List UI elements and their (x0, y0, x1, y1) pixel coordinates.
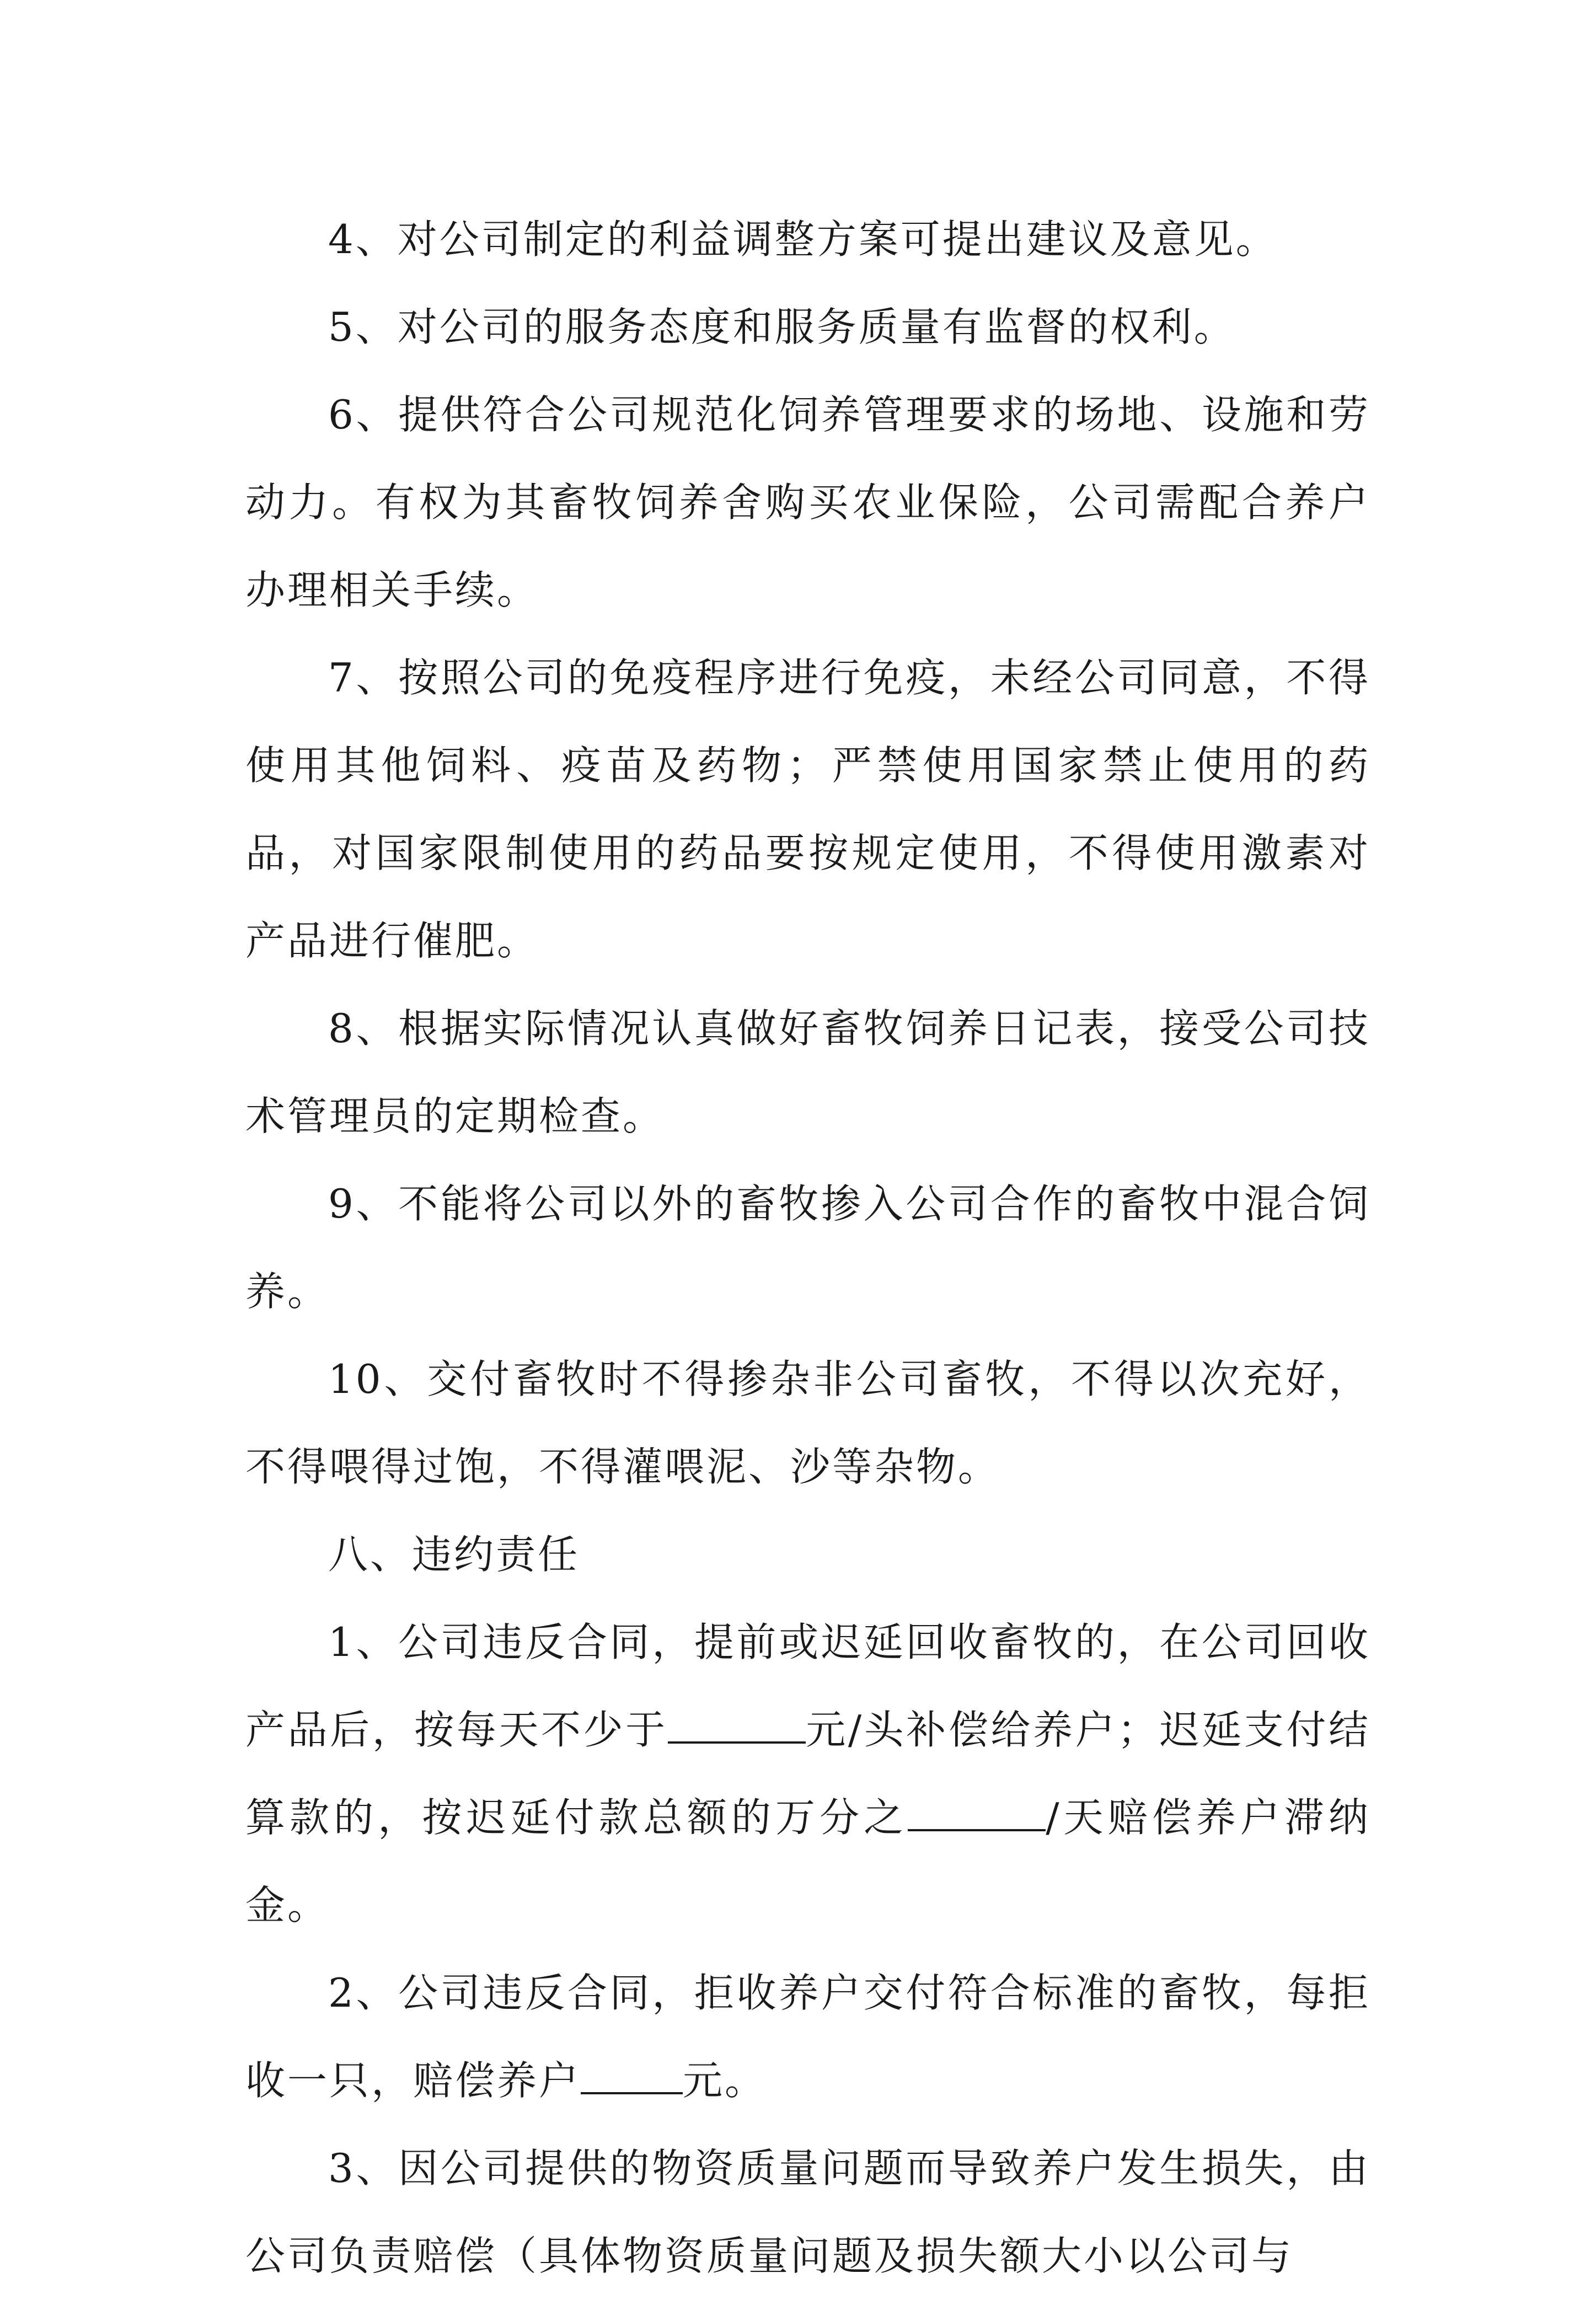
clause-6: 6、提供符合公司规范化饲养管理要求的场地、设施和劳动力。有权为其畜牧饲养舍购买农业保险，公司需配合养户办理相关手续。 (245, 392, 1370, 613)
document-body (245, 196, 1370, 2300)
clause-7: 7、按照公司的免疫程序进行免疫，未经公司同意，不得使用其他饲料、疫苗及药物；严禁使用国家禁止使用的药品，对国家限制使用的药品要按规定使用，不得使用激素对产品进行催肥。 (245, 655, 1370, 964)
breach-1-text-c: /天赔偿养户滞纳金。 (245, 1794, 1370, 1928)
clause-5: 5、对公司的服务态度和服务质量有监督的权利。 (328, 304, 1236, 350)
breach-2-text-b: 元。 (683, 2057, 767, 2104)
clause-4: 4、对公司制定的利益调整方案可提出建议及意见。 (328, 216, 1278, 262)
breach-clause-3: 3、因公司提供的物资质量问题而导致养户发生损失，由公司负责赔偿（具体物资质量问题及损失额大小以公司与 (245, 2145, 1370, 2279)
fill-blank-daily-compensation (668, 1708, 806, 1744)
clause-9: 9、不能将公司以外的畜牧掺入公司合作的畜牧中混合饲养。 (245, 1181, 1370, 1315)
breach-clause-1 (245, 1599, 1370, 1949)
fill-blank-late-fee-rate (908, 1796, 1046, 1831)
breach-1-text-a: 1、公司违反合同，提前或迟延回收畜牧的，在公司回收产品后，按每天不少于 (245, 1619, 1370, 1753)
breach-2-text-a: 2、公司违反合同，拒收养户交付符合标准的畜牧，每拒收一只，赔偿养户 (245, 1970, 1370, 2104)
clause-8: 8、根据实际情况认真做好畜牧饲养日记表，接受公司技术管理员的定期检查。 (245, 1005, 1370, 1139)
fill-blank-rejection-compensation (581, 2059, 683, 2094)
clause-10: 10、交付畜牧时不得掺杂非公司畜牧，不得以次充好，不得喂得过饱，不得灌喂泥、沙等杂物。 (245, 1356, 1370, 1490)
breach-1-text-b: 元/头补偿给养户；迟延支付结算款的，按迟延付款总额的万分之 (245, 1707, 1370, 1841)
breach-clause-2 (245, 1949, 1370, 2125)
section-heading-breach: 八、违约责任 (328, 1531, 580, 1578)
